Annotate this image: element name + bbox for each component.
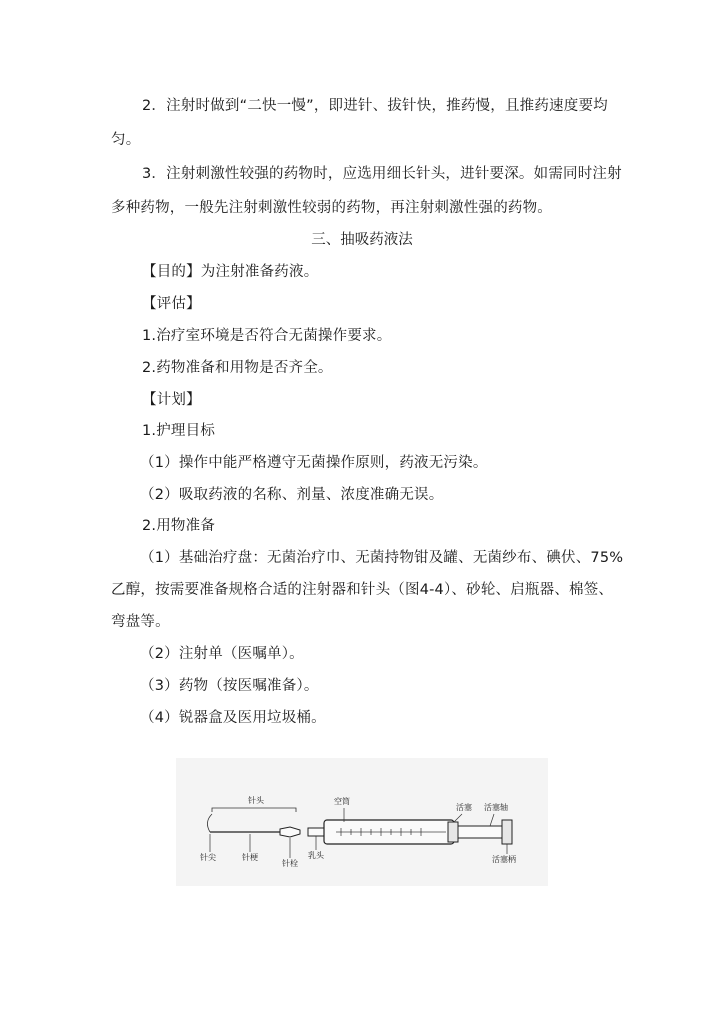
syringe-diagram	[176, 758, 548, 886]
plan-item-2-4: （4）锐器盒及医用垃圾桶。	[140, 710, 326, 726]
plan-item-2-1-line-2: 乙醇，按需要准备规格合适的注射器和针头（图4-4）、砂轮、启瓶器、棉签、	[111, 582, 614, 598]
assessment-item-1: 1.治疗室环境是否符合无菌操作要求。	[142, 328, 392, 344]
plan-item-1-2: （2）吸取药液的名称、剂量、浓度准确无误。	[140, 487, 444, 503]
assessment-heading: 【评估】	[142, 296, 201, 312]
needle-bracket-curve	[207, 814, 212, 832]
plan-item-1: 1.护理目标	[142, 423, 216, 439]
plan-item-2-2: （2）注射单（医嘱单）。	[140, 646, 304, 662]
needle-bracket	[212, 808, 296, 812]
plan-item-2-1-line-3: 弯盘等。	[111, 614, 170, 630]
plunger-shape	[448, 822, 458, 842]
syringe-nozzle-shape	[308, 828, 324, 836]
plan-heading: 【计划】	[142, 392, 201, 408]
plan-item-1-1: （1）操作中能严格遵守无菌操作原则，药液无污染。	[140, 455, 488, 471]
paragraph-2-line-1: 2．注射时做到“二快一慢”，即进针、拔针快，推药慢，且推药速度要均	[142, 98, 608, 114]
barrel-label: 空筒	[334, 797, 350, 806]
nozzle-label: 乳头	[308, 851, 324, 860]
plan-item-2-1-line-1: （1）基础治疗盘：无菌治疗巾、无菌持物钳及罐、无菌纱布、碘伏、75%	[140, 550, 624, 566]
paragraph-3-line-2: 多种药物，一般先注射刺激性较弱的药物，再注射刺激性强的药物。	[111, 200, 552, 216]
needle-label: 针头	[248, 796, 264, 805]
needle-hub-shape	[280, 827, 300, 837]
assessment-item-2: 2.药物准备和用物是否齐全。	[142, 360, 333, 376]
paragraph-2-line-2: 匀。	[111, 132, 141, 148]
plan-item-2: 2.用物准备	[142, 518, 216, 534]
needle-hub-label: 针栓	[282, 859, 298, 868]
plunger-handle-label: 活塞柄	[492, 855, 516, 864]
needle-tip-label: 针尖	[200, 853, 216, 862]
purpose-heading: 【目的】为注射准备药液。	[142, 264, 319, 280]
plunger-shaft-shape	[458, 826, 502, 838]
plunger-shaft-label: 活塞轴	[484, 803, 508, 812]
plunger-label: 活塞	[456, 803, 472, 812]
syringe-figure	[176, 758, 548, 886]
needle-shaft-label: 针梗	[242, 853, 258, 862]
paragraph-3-line-1: 3．注射刺激性较强的药物时，应选用细长针头，进针要深。如需同时注射	[142, 166, 622, 182]
plunger-handle-shape	[502, 820, 512, 844]
plan-item-2-3: （3）药物（按医嘱准备）。	[140, 678, 319, 694]
section-title: 三、抽吸药液法	[311, 232, 413, 248]
